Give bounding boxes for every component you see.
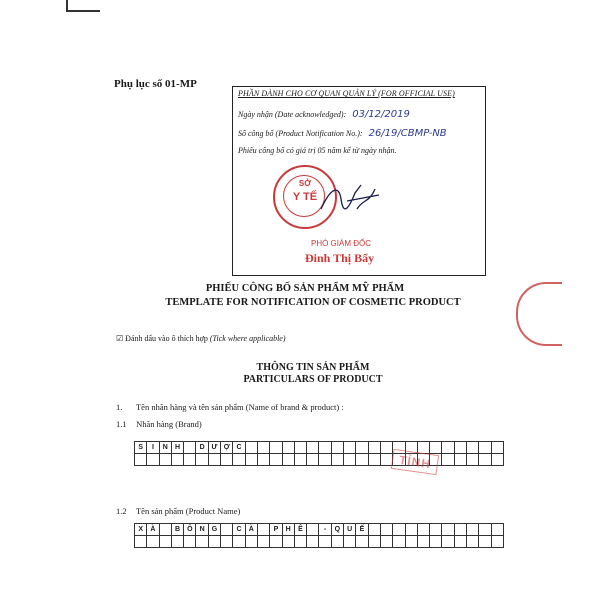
official-use-box [232, 86, 486, 276]
brand-cell: Ợ [221, 442, 233, 454]
brand-cell: D [196, 442, 208, 454]
brand-cell [479, 454, 491, 466]
product-cell [294, 536, 306, 548]
product-cell [430, 536, 442, 548]
brand-cell [135, 454, 147, 466]
product-cell [159, 536, 171, 548]
form-title-vietnamese: PHIẾU CÔNG BỐ SẢN PHẨM MỸ PHẨM [205, 283, 405, 294]
product-cell: - [319, 524, 331, 536]
brand-cell [184, 454, 196, 466]
question-1-1-number: 1.1 [116, 419, 127, 429]
question-1-2-label: Tên sản phẩm (Product Name) [135, 506, 241, 516]
product-cell [307, 524, 319, 536]
product-cell: C [233, 524, 245, 536]
brand-cell [196, 454, 208, 466]
brand-cell [184, 442, 196, 454]
product-cell [344, 536, 356, 548]
brand-cell [245, 454, 257, 466]
product-cell [393, 536, 405, 548]
brand-cell [270, 454, 282, 466]
tick-instruction [116, 334, 286, 343]
product-cell [135, 536, 147, 548]
tick-instruction-vi: Đánh dấu vào ô thích hợp [125, 334, 208, 343]
appendix-label: Phụ lục số 01-MP [114, 78, 197, 90]
product-cell: U [344, 524, 356, 536]
product-cell: G [208, 524, 220, 536]
brand-cell [356, 442, 368, 454]
product-cell: N [196, 524, 208, 536]
product-cell [491, 536, 503, 548]
date-acknowledged-label: Ngày nhận (Date acknowledged): [238, 110, 347, 119]
question-1-2-number: 1.2 [116, 506, 127, 516]
product-cell [257, 524, 269, 536]
product-cell [208, 536, 220, 548]
brand-cell [294, 442, 306, 454]
brand-cell [233, 454, 245, 466]
brand-cell [307, 442, 319, 454]
product-cell [417, 524, 429, 536]
product-cell [147, 536, 159, 548]
official-use-header: PHẦN DÀNH CHO CƠ QUAN QUẢN LÝ (FOR OFFICIAL USE) [238, 89, 455, 98]
product-cell [331, 536, 343, 548]
brand-cell [380, 442, 392, 454]
tick-instruction-en: (Tick where applicable) [209, 334, 286, 343]
product-cell [171, 536, 183, 548]
stamp-top-text: SỞ [298, 179, 312, 188]
brand-cell [221, 454, 233, 466]
brand-grid-row [135, 442, 504, 454]
date-acknowledged-value: 03/12/2019 [352, 109, 410, 120]
checkbox-icon: ☑ [116, 334, 124, 343]
brand-cell [467, 442, 479, 454]
brand-grid [134, 441, 504, 466]
product-cell: H [282, 524, 294, 536]
product-cell [159, 524, 171, 536]
product-cell [442, 524, 454, 536]
product-cell: Ê [294, 524, 306, 536]
product-cell [405, 524, 417, 536]
brand-cell [491, 442, 503, 454]
brand-cell [331, 442, 343, 454]
product-cell [245, 536, 257, 548]
product-cell: X [135, 524, 147, 536]
notification-number-label: Số công bố (Product Notification No.): [238, 129, 363, 138]
brand-cell [307, 454, 319, 466]
brand-grid-row-2 [135, 454, 504, 466]
date-acknowledged-row [238, 109, 410, 120]
product-cell [479, 536, 491, 548]
brand-cell [344, 442, 356, 454]
brand-cell [356, 454, 368, 466]
validity-note: Phiếu công bố có giá trị 05 năm kể từ ngày nhận. [238, 146, 397, 155]
product-cell: Q [331, 524, 343, 536]
product-cell [368, 536, 380, 548]
section-title-vietnamese: THÔNG TIN SẢN PHẨM [256, 362, 370, 373]
brand-cell: C [233, 442, 245, 454]
product-cell: B [171, 524, 183, 536]
product-cell [380, 536, 392, 548]
brand-cell [282, 454, 294, 466]
product-cell: P [270, 524, 282, 536]
brand-cell [454, 442, 466, 454]
brand-cell [479, 442, 491, 454]
page-corner-mark [66, 0, 100, 12]
brand-cell: H [171, 442, 183, 454]
question-1-label: Tên nhãn hàng và tên sản phẩm (Name of brand & product) : [135, 402, 344, 412]
product-cell [467, 524, 479, 536]
brand-cell [430, 442, 442, 454]
product-name-grid [134, 523, 504, 548]
product-cell [257, 536, 269, 548]
product-cell [221, 536, 233, 548]
product-cell [417, 536, 429, 548]
brand-cell [257, 442, 269, 454]
brand-cell: N [159, 442, 171, 454]
brand-cell [368, 454, 380, 466]
product-cell [430, 524, 442, 536]
brand-cell: I [147, 442, 159, 454]
product-cell: Ô [184, 524, 196, 536]
brand-cell [368, 442, 380, 454]
brand-cell [257, 454, 269, 466]
product-cell [368, 524, 380, 536]
product-cell [221, 524, 233, 536]
faint-stamp-text: TỈNH [391, 449, 439, 475]
signer-name: Đinh Thị Bẩy [305, 251, 375, 265]
brand-cell [171, 454, 183, 466]
brand-cell [147, 454, 159, 466]
form-title-english: TEMPLATE FOR NOTIFICATION OF COSMETIC PRODUCT [165, 297, 461, 308]
question-1-number: 1. [116, 402, 123, 412]
product-cell [270, 536, 282, 548]
brand-cell [319, 442, 331, 454]
section-title-english: PARTICULARS OF PRODUCT [243, 374, 383, 385]
brand-cell [294, 454, 306, 466]
signature-image [317, 179, 387, 219]
brand-cell [208, 454, 220, 466]
notification-number-value: 26/19/CBMP-NB [368, 128, 447, 139]
question-1-2 [116, 506, 240, 516]
notification-number-row [238, 128, 447, 139]
product-cell [196, 536, 208, 548]
product-cell [467, 536, 479, 548]
product-cell [380, 524, 392, 536]
product-cell [282, 536, 294, 548]
product-cell [405, 536, 417, 548]
product-cell [479, 524, 491, 536]
question-1 [116, 402, 344, 412]
brand-cell [442, 454, 454, 466]
brand-cell [245, 442, 257, 454]
product-cell [233, 536, 245, 548]
product-grid-row-2 [135, 536, 504, 548]
brand-cell [270, 442, 282, 454]
product-cell: Ế [356, 524, 368, 536]
product-cell [442, 536, 454, 548]
brand-cell [319, 454, 331, 466]
product-grid-row [135, 524, 504, 536]
product-cell [184, 536, 196, 548]
brand-cell [282, 442, 294, 454]
brand-cell [454, 454, 466, 466]
product-cell: À [245, 524, 257, 536]
brand-cell [159, 454, 171, 466]
product-cell [454, 524, 466, 536]
edge-stamp-partial [516, 282, 562, 346]
question-1-1 [116, 419, 202, 429]
product-cell [307, 536, 319, 548]
brand-cell: S [135, 442, 147, 454]
question-1-1-label: Nhãn hàng (Brand) [136, 419, 202, 429]
brand-cell [491, 454, 503, 466]
brand-cell [467, 454, 479, 466]
brand-cell [442, 442, 454, 454]
signer-title: PHÓ GIÁM ĐỐC [311, 239, 372, 248]
product-cell [454, 536, 466, 548]
product-cell [393, 524, 405, 536]
product-cell: À [147, 524, 159, 536]
brand-cell [344, 454, 356, 466]
product-cell [491, 524, 503, 536]
brand-cell [331, 454, 343, 466]
product-cell [356, 536, 368, 548]
stamp-main-text: Y TẾ [292, 191, 318, 203]
brand-cell: Ư [208, 442, 220, 454]
product-cell [319, 536, 331, 548]
